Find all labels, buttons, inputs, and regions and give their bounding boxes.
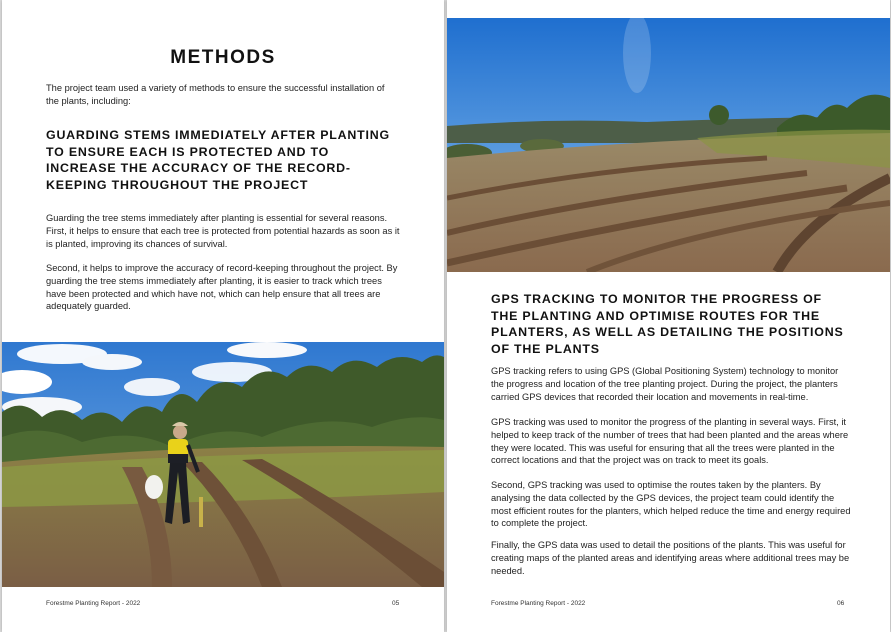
footer-report-title: Forestme Planting Report - 2022 (491, 600, 586, 607)
page-right (447, 0, 890, 632)
section-heading-guarding: GUARDING STEMS IMMEDIATELY AFTER PLANTING TO ENSURE EACH IS PROTECTED AND TO INCREASE THE ACCURACY OF THE RECORD-KEEPING THROUGHOUT THE PROJECT (46, 128, 390, 192)
guarding-paragraph-2: Second, it helps to improve the accuracy of record-keeping throughout the project. By guarding the tree stems immediately after planting, it is easier to track which trees have been protected and which have not, which can help ensure that all trees are adequately guarded. (46, 263, 398, 312)
page-title: METHODS (170, 47, 276, 68)
gps-paragraph-3: Second, GPS tracking was used to optimise the routes taken by the planters. By analysing the data collected by the GPS devices, the project team could identify the most efficient routes for the planters, which helped reduce the time and energy required to complete the project. (491, 480, 851, 529)
gps-paragraph-1: GPS tracking refers to using GPS (Global Positioning System) technology to monitor the progress and location of the tree planting project. During the project, the planters carried GPS devices that recorded their location and movements in real-time. (491, 366, 839, 402)
intro-paragraph: The project team used a variety of methods to ensure the successful installation of the plants, including: (46, 83, 385, 106)
page-left (2, 0, 444, 632)
planter-photo (2, 342, 444, 587)
guarding-paragraph-1: Guarding the tree stems immediately after planting is essential for several reasons. First, it helps to ensure that each tree is protected from potential hazards as soon as it is planted, improving its chances of survival. (46, 213, 400, 249)
page-number: 05 (392, 600, 400, 607)
gps-paragraph-2: GPS tracking was used to monitor the progress of the planting in several ways. First, it helped to keep track of the number of trees that had been planted and the areas where they were located. This was useful for ensuring that all the trees were planted in the correct locations and that the project was on track to meet its goals. (491, 417, 849, 466)
gps-paragraph-4: Finally, the GPS data was used to detail the positions of the plants. This was useful for creating maps of the planted areas and identifying areas where additional trees may be needed. (491, 540, 850, 576)
planted-field-photo (447, 18, 890, 272)
page-number: 06 (837, 600, 845, 607)
section-heading-gps: GPS TRACKING TO MONITOR THE PROGRESS OF THE PLANTING AND OPTIMISE ROUTES FOR THE PLANTERS, AS WELL AS DETAILING THE POSITIONS OF THE PLANTS (491, 292, 844, 356)
footer-report-title: Forestme Planting Report - 2022 (46, 600, 141, 607)
